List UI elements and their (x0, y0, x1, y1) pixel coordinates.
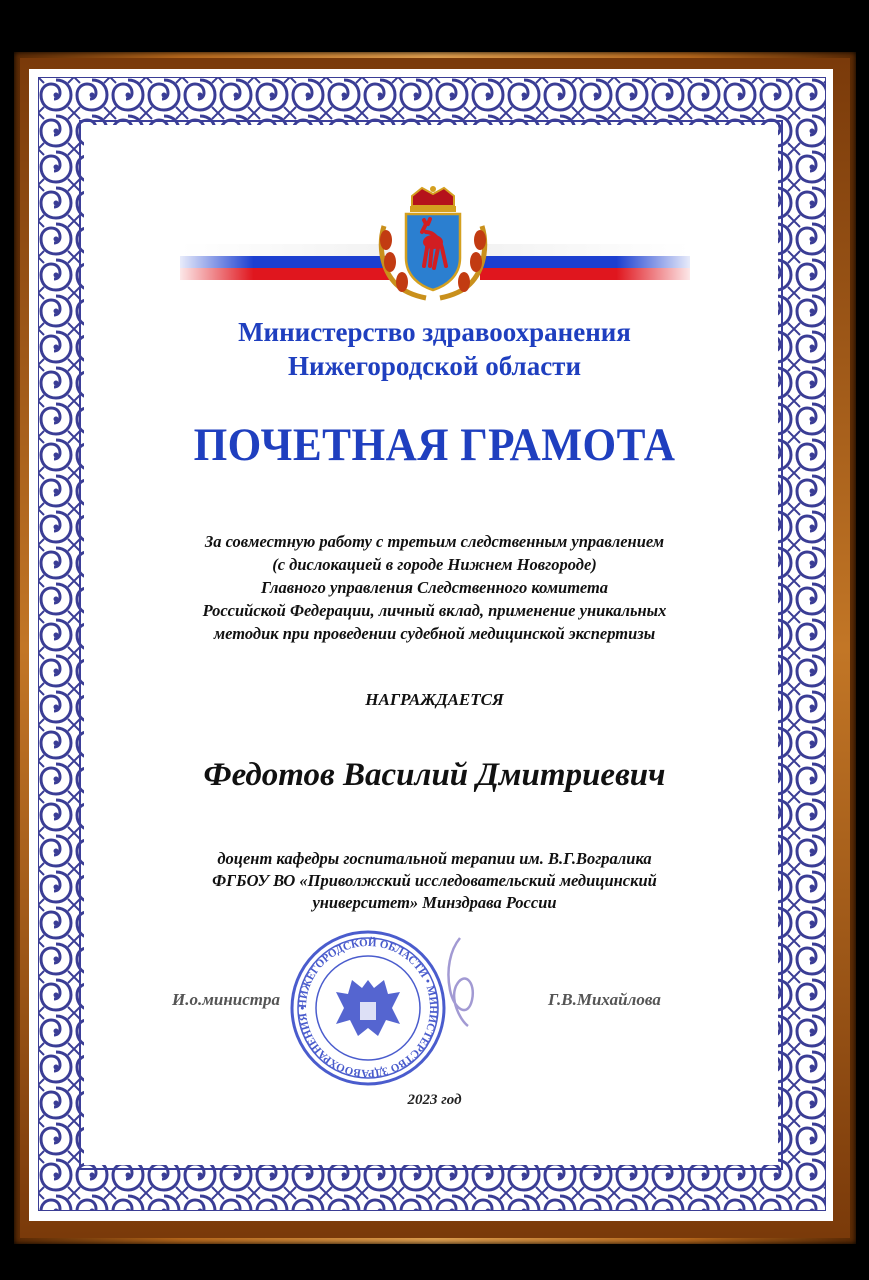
nizhny-novgorod-coat-of-arms-icon (376, 186, 490, 302)
tricolor-ribbon-right (480, 244, 690, 280)
reason-line: Главного управления Следственного комитета (260, 578, 609, 597)
certificate-title: ПОЧЕТНАЯ ГРАМОТА (193, 419, 676, 471)
recipient-name: Федотов Василий Дмитриевич (203, 757, 666, 793)
reason-line: (с дислокацией в городе Нижнем Новгороде) (272, 555, 597, 574)
position-line: доцент кафедры госпитальной терапии им. В.Г.Вогралика (217, 849, 652, 868)
stamp-ring-text: НИЖЕГОРОДСКОЙ ОБЛАСТИ • МИНИСТЕРСТВО ЗДРАВООХРАНЕНИЯ • (296, 936, 440, 1080)
ministry-line-1: Министерство здравоохранения (238, 317, 631, 347)
position-line: университет» Минздрава России (312, 893, 557, 912)
award-reason (0, 530, 869, 645)
issuer-ministry (0, 315, 869, 383)
reason-line: За совместную работу с третьим следственным управлением (204, 532, 665, 551)
position-line: ФГБОУ ВО «Приволжский исследовательский медицинский (212, 871, 657, 890)
signatory-title: И.о.министра (172, 990, 280, 1009)
recipient-position (0, 848, 869, 914)
signatory-name: Г.В.Михайлова (548, 990, 661, 1009)
reason-line: Российской Федерации, личный вклад, применение уникальных (202, 601, 667, 620)
handwritten-signature (420, 930, 490, 1030)
awarded-label: НАГРАЖДАЕТСЯ (365, 690, 504, 709)
issue-year: 2023 год (407, 1092, 462, 1108)
ministry-line-2: Нижегородской области (287, 351, 582, 381)
reason-line: методик при проведении судебной медицинской экспертизы (213, 624, 656, 643)
tricolor-ribbon-left (180, 244, 390, 280)
